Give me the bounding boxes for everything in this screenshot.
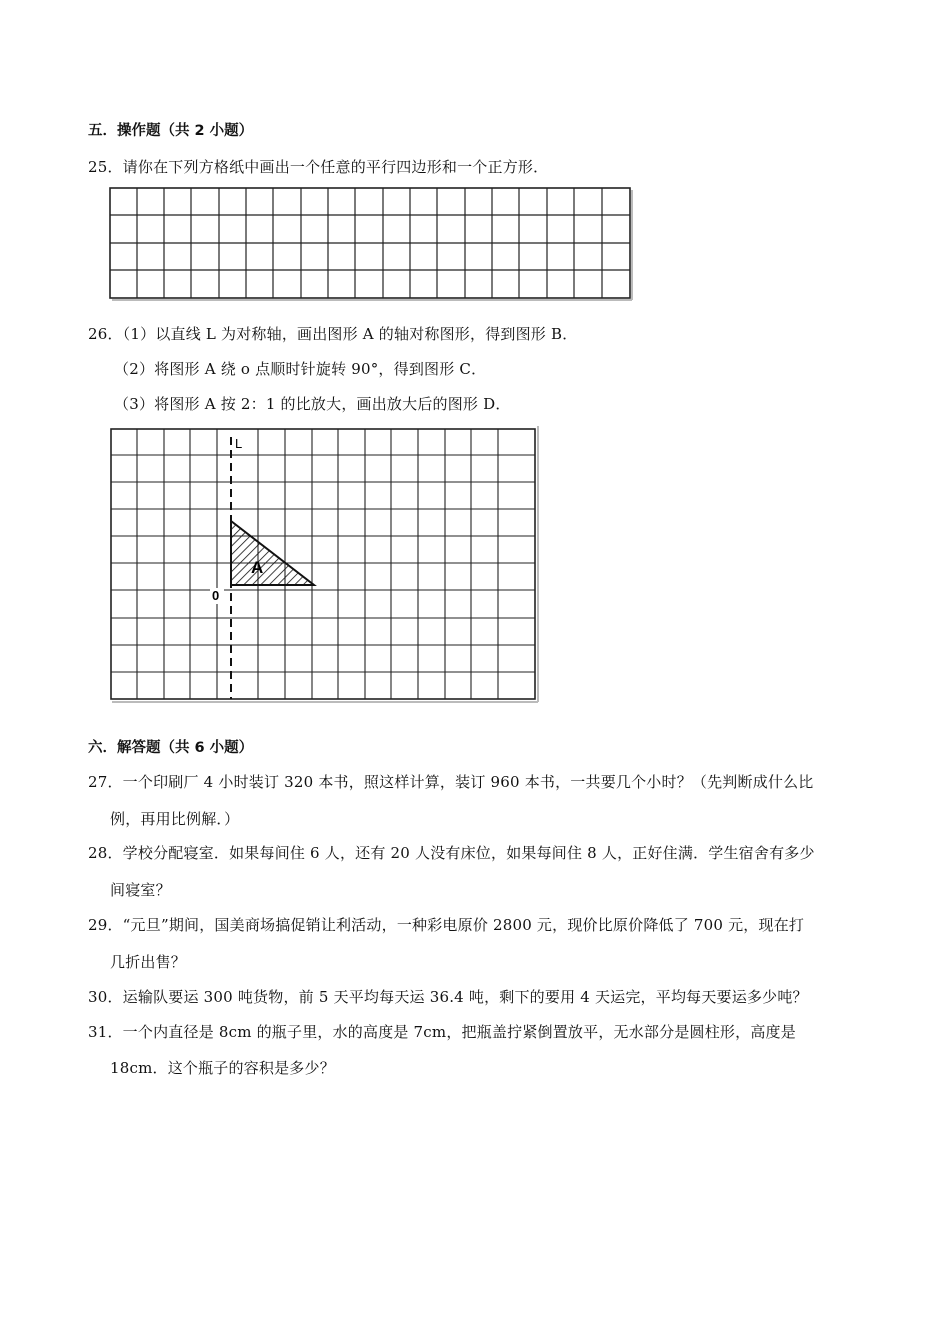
question-28-line1: 28．学校分配寝室．如果每间住 6 人，还有 20 人没有床位，如果每间住 8 人，正好住满．学生宿舍有多少 xyxy=(88,844,815,862)
question-25: 25．请你在下列方格纸中画出一个任意的平行四边形和一个正方形． xyxy=(88,158,549,176)
label-A: A xyxy=(251,558,264,577)
question-26-part1: 26．（1）以直线 L 为对称轴，画出图形 A 的轴对称图形，得到图形 B． xyxy=(88,325,578,343)
question-31-line2: 18cm．这个瓶子的容积是多少？ xyxy=(110,1059,335,1077)
question-26-part2: （2）将图形 A 绕 o 点顺时针旋转 90°，得到图形 C． xyxy=(114,360,487,378)
section-6-title: 六．解答题（共 6 小题） xyxy=(88,740,254,756)
question-31-line1: 31．一个内直径是 8cm 的瓶子里，水的高度是 7cm，把瓶盖拧紧倒置放平，无水部分是圆柱形，高度是 xyxy=(88,1023,796,1041)
question-30: 30．运输队要运 300 吨货物，前 5 天平均每天运 36.4 吨，剩下的要用 4 天运完，平均每天要运多少吨？ xyxy=(88,988,808,1006)
section-5-title: 五．操作题（共 2 小题） xyxy=(88,123,254,139)
question-26-part3: （3）将图形 A 按 2：1 的比放大，画出放大后的图形 D． xyxy=(114,395,511,413)
question-27-line1: 27．一个印刷厂 4 小时装订 320 本书，照这样计算，装订 960 本书，一共要几个小时？（先判断成什么比 xyxy=(88,773,814,791)
question-28-line2: 间寝室？ xyxy=(110,881,171,899)
question-29-line1: 29．“元旦”期间，国美商场搞促销让利活动，一种彩电原价 2800 元，现价比原价降低了 700 元，现在打 xyxy=(88,916,805,934)
grid-paper-q25[interactable] xyxy=(108,186,634,302)
question-29-line2: 几折出售？ xyxy=(110,953,187,971)
question-27-line2: 例，再用比例解．） xyxy=(110,810,240,828)
label-L: L xyxy=(235,436,243,451)
grid-figure-q26[interactable] xyxy=(108,423,540,705)
label-O: 0 xyxy=(212,588,220,603)
